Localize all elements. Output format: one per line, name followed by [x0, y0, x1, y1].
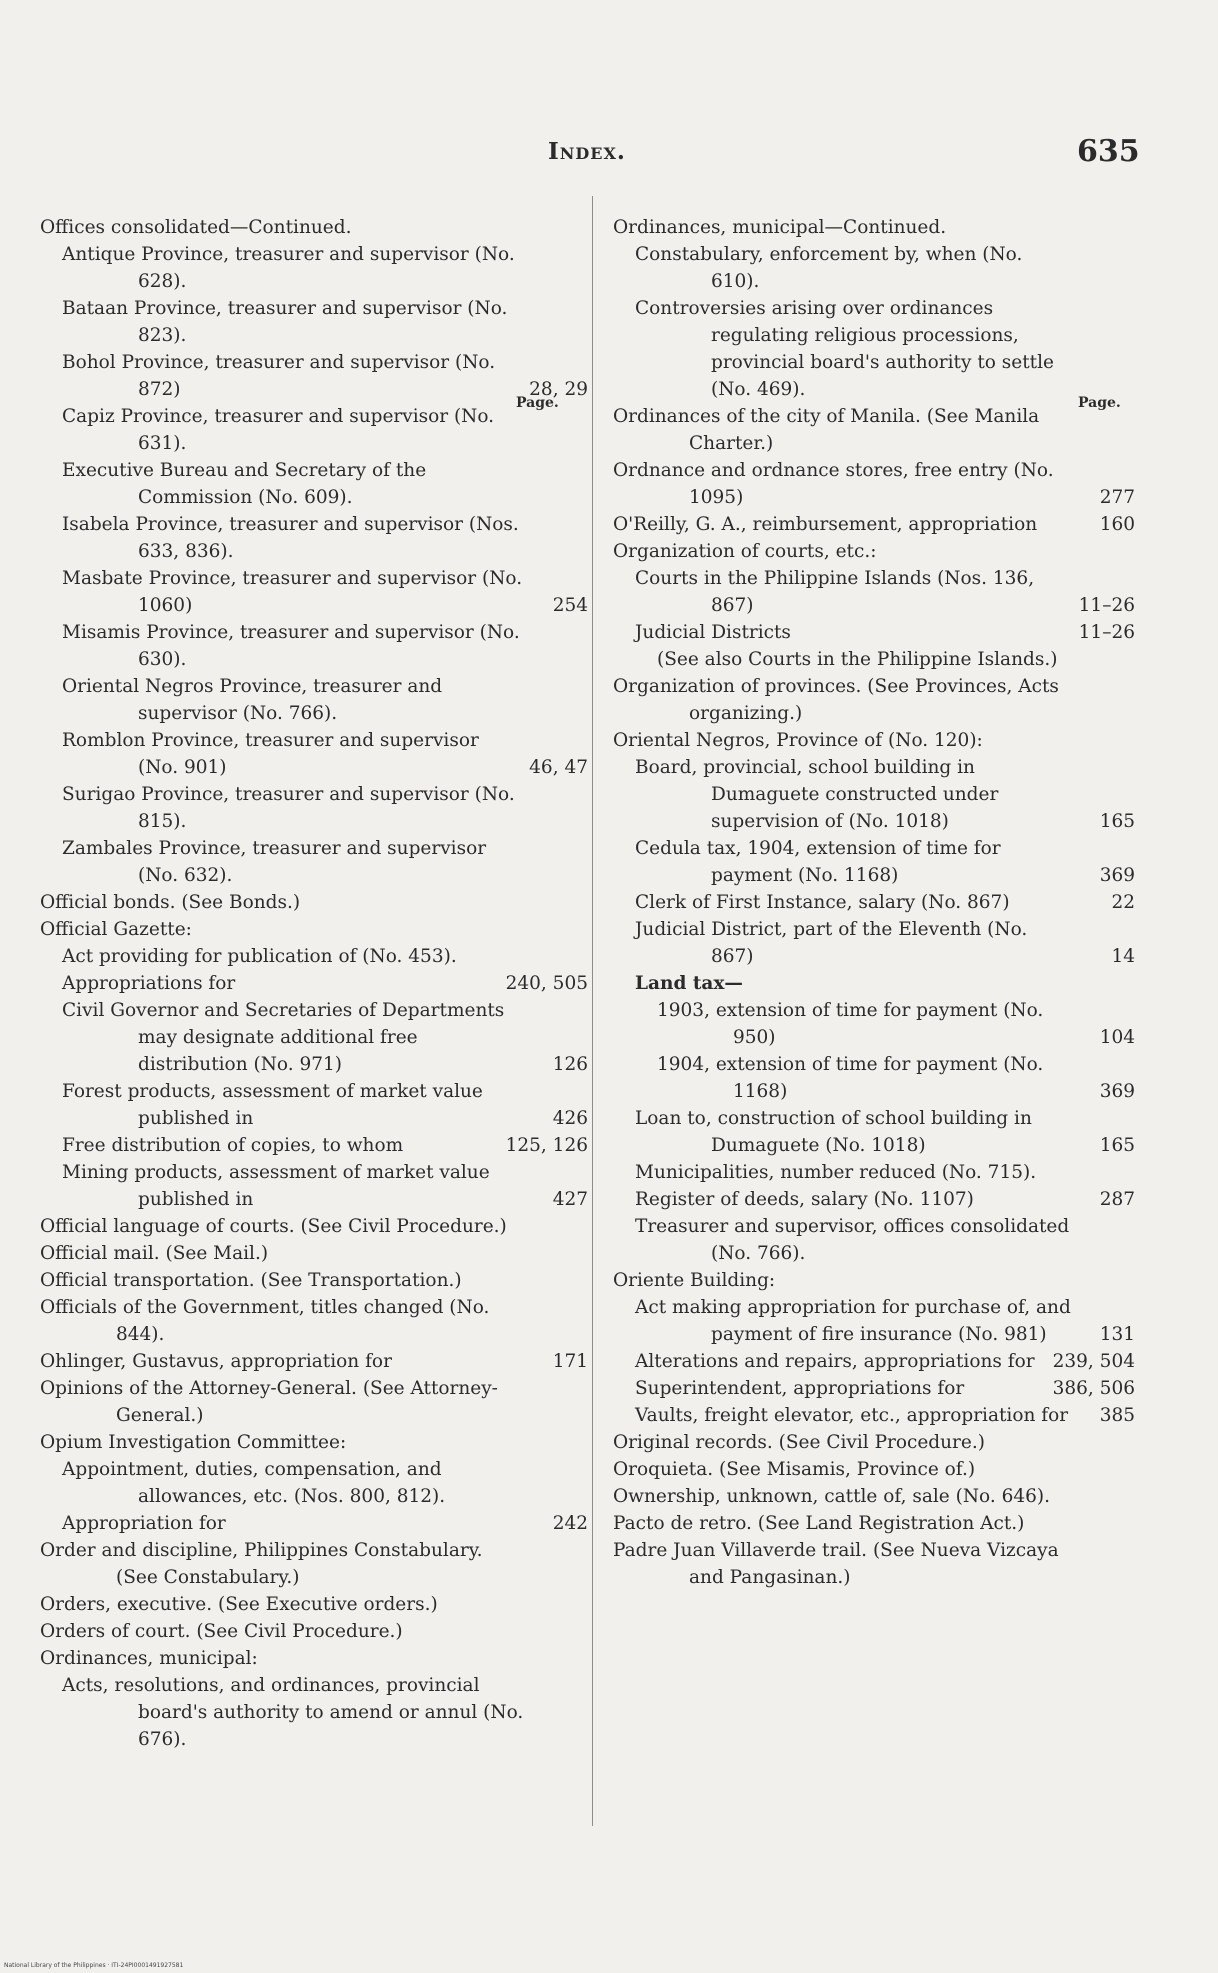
index-entry: [613, 403, 1135, 457]
entry-text: Vaults, freight elevator, etc., appropriation for: [635, 1405, 1069, 1426]
entry-page-ref: 369: [1099, 1081, 1135, 1102]
entry-page-ref: 239, 504: [1052, 1351, 1135, 1372]
entry-page-ref: 254: [552, 595, 588, 616]
index-entry: [657, 997, 1135, 1051]
entry-page-ref: 277: [1099, 487, 1135, 508]
index-entry: [62, 727, 588, 781]
entry-text: Official mail. (See Mail.): [40, 1243, 269, 1264]
index-entry: [62, 1672, 588, 1753]
index-entry: [62, 1159, 588, 1213]
entry-text: O'Reilly, G. A., reimbursement, appropriation: [613, 514, 1038, 535]
index-entry: [635, 1159, 1135, 1186]
entry-text: 1903, extension of time for payment (No. 950): [657, 1000, 1044, 1048]
index-entry: [635, 241, 1135, 295]
index-entry: [635, 916, 1135, 970]
entry-text: Officials of the Government, titles changed (No. 844).: [40, 1297, 490, 1345]
index-entries-left: [40, 214, 588, 1753]
entry-page-ref: 240, 505: [505, 973, 588, 994]
entry-text: Misamis Province, treasurer and supervisor (No. 630).: [62, 622, 520, 670]
index-entry: [40, 1213, 588, 1240]
index-entry: [635, 1213, 1135, 1267]
entry-page-ref: 287: [1099, 1189, 1135, 1210]
entry-text: Opium Investigation Committee:: [40, 1432, 347, 1453]
index-entry: [657, 1051, 1135, 1105]
entry-text: Ordnance and ordnance stores, free entry (No. 1095): [613, 460, 1054, 508]
index-entry: [62, 781, 588, 835]
entry-page-ref: 131: [1099, 1324, 1135, 1345]
index-entry: [62, 997, 588, 1078]
index-entry: [62, 1510, 588, 1537]
entry-text: Courts in the Philippine Islands (Nos. 136, 867): [635, 568, 1035, 616]
entry-text: Ownership, unknown, cattle of, sale (No. 646).: [613, 1486, 1050, 1507]
entry-text: Isabela Province, treasurer and supervisor (Nos. 633, 836).: [62, 514, 519, 562]
index-entry: [613, 673, 1135, 727]
index-entry: [40, 1294, 588, 1348]
index-entry: [40, 889, 588, 916]
index-entry: [40, 1645, 588, 1672]
index-entry: [613, 511, 1135, 538]
entry-text: Official Gazette:: [40, 919, 192, 940]
entry-page-ref: 14: [1111, 946, 1135, 967]
index-entry: [62, 1456, 588, 1510]
index-entry: [635, 754, 1135, 835]
entry-page-ref: 427: [552, 1189, 588, 1210]
entry-page-ref: 165: [1099, 811, 1135, 832]
entry-text: Oriente Building:: [613, 1270, 776, 1291]
entry-text: Oriental Negros Province, treasurer and supervisor (No. 766).: [62, 676, 443, 724]
index-entry: [62, 943, 588, 970]
index-entry: [40, 1375, 588, 1429]
index-entry: [40, 916, 588, 943]
index-entry: [613, 457, 1135, 511]
index-entry: [635, 1294, 1135, 1348]
entry-text: Land tax—: [635, 973, 743, 994]
page-column-label: Page.: [516, 395, 559, 411]
index-entry: [40, 1591, 588, 1618]
entry-text: Act making appropriation for purchase of, and payment of fire insurance (No. 981): [635, 1297, 1071, 1345]
entry-text: Judicial Districts: [635, 622, 791, 643]
entry-text: Opinions of the Attorney-General. (See Attorney-General.): [40, 1378, 498, 1426]
entry-text: Mining products, assessment of market value published in: [62, 1162, 490, 1210]
index-entry: [62, 619, 588, 673]
index-entry: [613, 214, 1135, 241]
entry-text: Ordinances, municipal:: [40, 1648, 258, 1669]
index-entry: [635, 1375, 1135, 1402]
entry-text: Zambales Province, treasurer and supervisor (No. 632).: [62, 838, 487, 886]
index-entry: [635, 1348, 1135, 1375]
entry-text: Official bonds. (See Bonds.): [40, 892, 301, 913]
entry-text: Padre Juan Villaverde trail. (See Nueva Vizcaya and Pangasinan.): [613, 1540, 1059, 1588]
index-entry: [40, 214, 588, 241]
index-entry: [40, 1348, 588, 1375]
entry-page-ref: 369: [1099, 865, 1135, 886]
entry-text: Loan to, construction of school building in Dumaguete (No. 1018): [635, 1108, 1032, 1156]
entry-text: Original records. (See Civil Procedure.): [613, 1432, 985, 1453]
entry-text: Appropriations for: [62, 973, 236, 994]
index-entry: [40, 1618, 588, 1645]
index-entry: [62, 349, 588, 403]
entry-page-ref: 171: [552, 1351, 588, 1372]
entry-page-ref: 426: [552, 1108, 588, 1129]
entry-text: Bohol Province, treasurer and supervisor (No. 872): [62, 352, 496, 400]
index-entry: [613, 1483, 1135, 1510]
entry-page-ref: 165: [1099, 1135, 1135, 1156]
index-entry: [40, 1267, 588, 1294]
index-entry: [613, 1510, 1135, 1537]
index-entries-right: [613, 214, 1135, 1591]
entry-page-ref: 242: [552, 1513, 588, 1534]
index-entry: [635, 970, 1135, 997]
index-entry: [40, 1240, 588, 1267]
column-divider: [592, 196, 593, 1826]
entry-text: Organization of provinces. (See Provinces, Acts organizing.): [613, 676, 1059, 724]
scan-footer: National Library of the Philippines · ITI-24PI0001491927581: [4, 1962, 184, 1969]
index-entry: [40, 1537, 588, 1591]
running-head: Index.: [548, 138, 626, 165]
index-entry: [62, 835, 588, 889]
entry-text: Ordinances of the city of Manila. (See Manila Charter.): [613, 406, 1040, 454]
entry-text: Pacto de retro. (See Land Registration Act.): [613, 1513, 1025, 1534]
entry-text: (See also Courts in the Philippine Islands.): [657, 649, 1058, 670]
entry-text: Official transportation. (See Transportation.): [40, 1270, 462, 1291]
entry-text: Municipalities, number reduced (No. 715).: [635, 1162, 1037, 1183]
entry-text: Order and discipline, Philippines Constabulary. (See Constabulary.): [40, 1540, 483, 1588]
entry-text: Free distribution of copies, to whom: [62, 1135, 404, 1156]
entry-text: Masbate Province, treasurer and supervisor (No. 1060): [62, 568, 523, 616]
index-entry: [635, 295, 1135, 403]
index-entry: [613, 727, 1135, 754]
entry-text: Appropriation for: [62, 1513, 226, 1534]
index-entry: [613, 1537, 1135, 1591]
entry-text: Forest products, assessment of market value published in: [62, 1081, 483, 1129]
entry-text: Treasurer and supervisor, offices consolidated (No. 766).: [635, 1216, 1070, 1264]
index-entry: [613, 538, 1135, 565]
index-entry: [40, 1429, 588, 1456]
index-entry: [635, 1402, 1135, 1429]
index-entry: [635, 1186, 1135, 1213]
entry-page-ref: 11–26: [1078, 595, 1135, 616]
index-entry: [62, 1132, 588, 1159]
entry-text: Judicial District, part of the Eleventh (No. 867): [635, 919, 1028, 967]
page-number: 635: [1077, 134, 1140, 169]
entry-text: Bataan Province, treasurer and supervisor (No. 823).: [62, 298, 508, 346]
entry-page-ref: 28, 29: [529, 379, 588, 400]
entry-text: Executive Bureau and Secretary of the Commission (No. 609).: [62, 460, 427, 508]
entry-text: Appointment, duties, compensation, and allowances, etc. (Nos. 800, 812).: [62, 1459, 446, 1507]
entry-text: Antique Province, treasurer and supervisor (No. 628).: [62, 244, 515, 292]
entry-page-ref: 22: [1111, 892, 1135, 913]
entry-text: Act providing for publication of (No. 453).: [62, 946, 457, 967]
entry-text: Orders of court. (See Civil Procedure.): [40, 1621, 403, 1642]
entry-page-ref: 160: [1099, 514, 1135, 535]
index-entry: [613, 1267, 1135, 1294]
index-entry: [62, 403, 588, 457]
entry-page-ref: 104: [1099, 1027, 1135, 1048]
page-column-label: Page.: [1078, 395, 1121, 411]
index-entry: [613, 1456, 1135, 1483]
index-entry: [62, 241, 588, 295]
index-entry: [657, 646, 1135, 673]
entry-page-ref: 11–26: [1078, 622, 1135, 643]
entry-text: Capiz Province, treasurer and supervisor (No. 631).: [62, 406, 495, 454]
index-entry: [62, 511, 588, 565]
index-entry: [635, 619, 1135, 646]
entry-page-ref: 46, 47: [529, 757, 588, 778]
entry-text: Oroquieta. (See Misamis, Province of.): [613, 1459, 976, 1480]
entry-page-ref: 125, 126: [505, 1135, 588, 1156]
index-entry: [62, 1078, 588, 1132]
entry-text: Oriental Negros, Province of (No. 120):: [613, 730, 983, 751]
index-entry: [635, 835, 1135, 889]
entry-text: Romblon Province, treasurer and supervisor (No. 901): [62, 730, 479, 778]
entry-text: Civil Governor and Secretaries of Departments may designate additional free distribution (No. 971): [62, 1000, 505, 1075]
index-entry: [62, 673, 588, 727]
entry-page-ref: 385: [1099, 1405, 1135, 1426]
entry-text: Surigao Province, treasurer and supervisor (No. 815).: [62, 784, 515, 832]
entry-text: Official language of courts. (See Civil Procedure.): [40, 1216, 507, 1237]
entry-text: Alterations and repairs, appropriations for: [635, 1351, 1035, 1372]
entry-text: Register of deeds, salary (No. 1107): [635, 1189, 974, 1210]
index-entry: [62, 970, 588, 997]
index-entry: [613, 1429, 1135, 1456]
entry-text: 1904, extension of time for payment (No. 1168): [657, 1054, 1044, 1102]
index-entry: [635, 889, 1135, 916]
index-entry: [635, 565, 1135, 619]
index-entry: [62, 295, 588, 349]
entry-text: Orders, executive. (See Executive orders.): [40, 1594, 438, 1615]
entry-text: Superintendent, appropriations for: [635, 1378, 965, 1399]
entry-text: Controversies arising over ordinances regulating religious processions, provincial board's authority to settle (No. 469).: [635, 298, 1054, 400]
entry-text: Constabulary, enforcement by, when (No. 610).: [635, 244, 1023, 292]
entry-text: Board, provincial, school building in Dumaguete constructed under supervision of (No. 1018): [635, 757, 999, 832]
index-entry: [62, 457, 588, 511]
index-entry: [62, 565, 588, 619]
entry-text: Ordinances, municipal—Continued.: [613, 217, 947, 238]
index-entry: [635, 1105, 1135, 1159]
entry-text: Ohlinger, Gustavus, appropriation for: [40, 1351, 392, 1372]
entry-text: Acts, resolutions, and ordinances, provincial board's authority to amend or annul (No. 676).: [62, 1675, 524, 1750]
entry-page-ref: 386, 506: [1052, 1378, 1135, 1399]
entry-text: Clerk of First Instance, salary (No. 867): [635, 892, 1010, 913]
entry-text: Organization of courts, etc.:: [613, 541, 877, 562]
entry-text: Cedula tax, 1904, extension of time for payment (No. 1168): [635, 838, 1001, 886]
entry-page-ref: 126: [552, 1054, 588, 1075]
entry-text: Offices consolidated—Continued.: [40, 217, 352, 238]
